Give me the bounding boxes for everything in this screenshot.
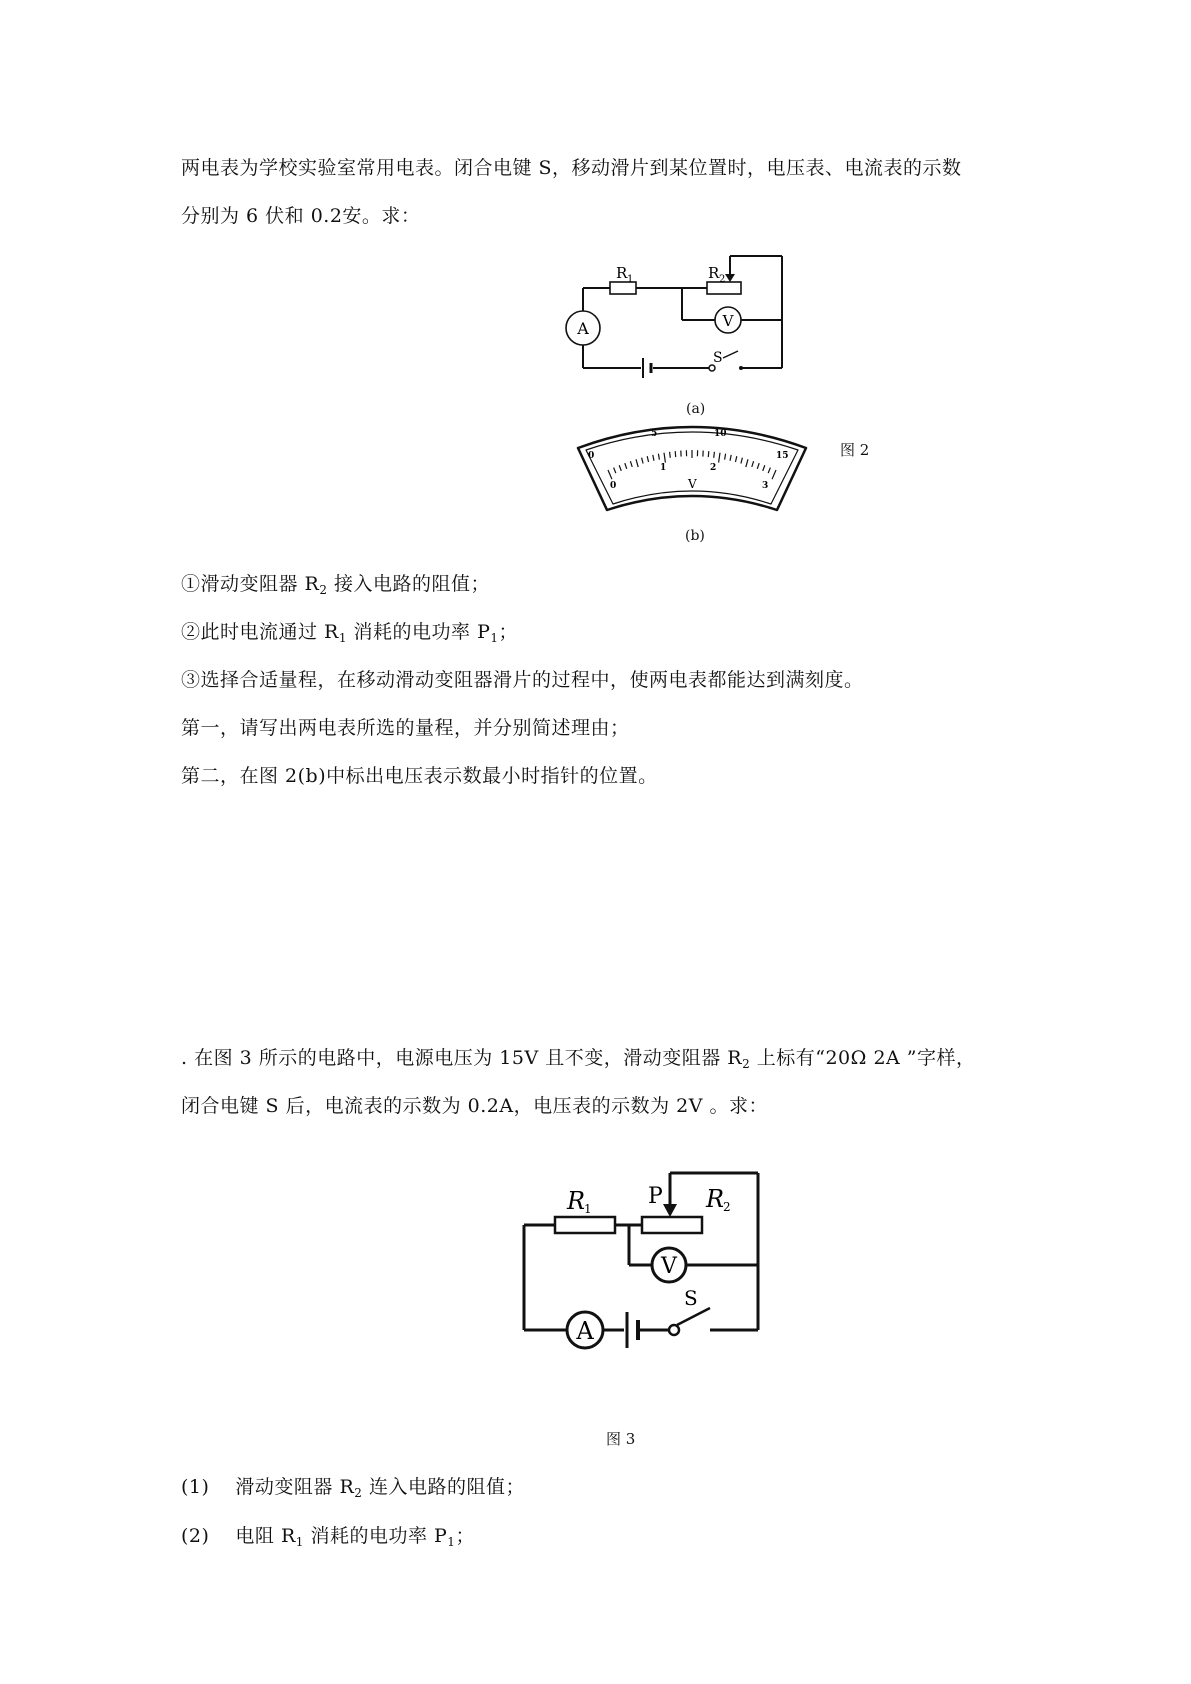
dial-tick <box>675 451 676 457</box>
q1-item-1: ①滑动变阻器 $R_2$ 接入电路的阻值； <box>181 573 491 597</box>
switch-label-3: S <box>684 1286 698 1310</box>
circuit-diagram-a <box>555 248 795 378</box>
dial-top-10: 10 <box>714 429 727 439</box>
dial-top-0: 0 <box>588 451 595 461</box>
dial-tick <box>670 452 671 458</box>
dial-tick <box>714 452 715 458</box>
dial-bottom-1: 1 <box>660 463 667 473</box>
figure-2-label: 图 2 <box>840 441 870 459</box>
voltmeter-a-label: V <box>722 312 734 330</box>
figure-3-caption: 图 3 <box>606 1430 636 1448</box>
r2-label-a: R <box>708 264 720 282</box>
dial-top-5: 5 <box>651 429 658 439</box>
q1-item-2: ②此时电流通过 $R_1$ 消耗的电功率 $P_1$； <box>181 621 519 645</box>
q2-item-1: (1) 滑动变阻器 $R_2$ 连入电路的阻值； <box>181 1476 525 1500</box>
q1-item-4: 第一，请写出两电表所选的量程，并分别简述理由； <box>181 717 630 739</box>
voltmeter-3-label: V <box>661 1254 677 1279</box>
voltmeter-dial <box>572 418 812 518</box>
r2-sub-a: 2 <box>719 274 726 285</box>
q1-item-3: ③选择合适量程，在移动滑动变阻器滑片的过程中，使两电表都能达到满刻度。 <box>181 669 864 691</box>
r1-label-a: R <box>616 264 628 282</box>
r2-label-3: R <box>706 1185 725 1213</box>
q2-intro-line-1: . 在图 3 所示的电路中，电源电压为 15V 且不变，滑动变阻器 $R_2$ 上标有“20Ω 2A ”字样， <box>181 1047 976 1071</box>
r2-sub-3: 2 <box>723 1200 731 1214</box>
r1-sub-a: 1 <box>627 274 634 285</box>
slider-label-3: P <box>648 1184 663 1209</box>
circuit-diagram-3 <box>510 1165 780 1365</box>
dial-bottom-2: 2 <box>710 463 717 473</box>
ammeter-a-label: A <box>577 319 589 338</box>
caption-a: (a) <box>686 401 706 417</box>
dial-bottom-3: 3 <box>762 481 769 491</box>
q2-intro-line-2: 闭合电键 S 后，电流表的示数为 0.2A，电压表的示数为 2V 。求： <box>181 1095 768 1117</box>
dial-unit: V <box>688 477 697 491</box>
caption-b: (b) <box>685 528 705 544</box>
switch-label-a: S <box>713 350 723 366</box>
q1-intro-line-1: 两电表为学校实验室常用电表。闭合电键 S，移动滑片到某位置时，电压表、电流表的示数 <box>181 157 962 179</box>
dial-tick <box>708 451 709 457</box>
q1-item-5: 第二，在图 2(b)中标出电压表示数最小时指针的位置。 <box>181 765 658 787</box>
dial-bottom-0: 0 <box>610 481 617 491</box>
dial-top-15: 15 <box>776 451 789 461</box>
r1-sub-3: 1 <box>584 1202 592 1216</box>
q1-intro-line-2: 分别为 6 伏和 0.2安。求： <box>181 205 421 227</box>
r1-label-3: R <box>567 1187 586 1215</box>
q2-item-2: (2) 电阻 $R_1$ 消耗的电功率 $P_1$； <box>181 1525 475 1549</box>
ammeter-3-label: A <box>576 1317 594 1345</box>
